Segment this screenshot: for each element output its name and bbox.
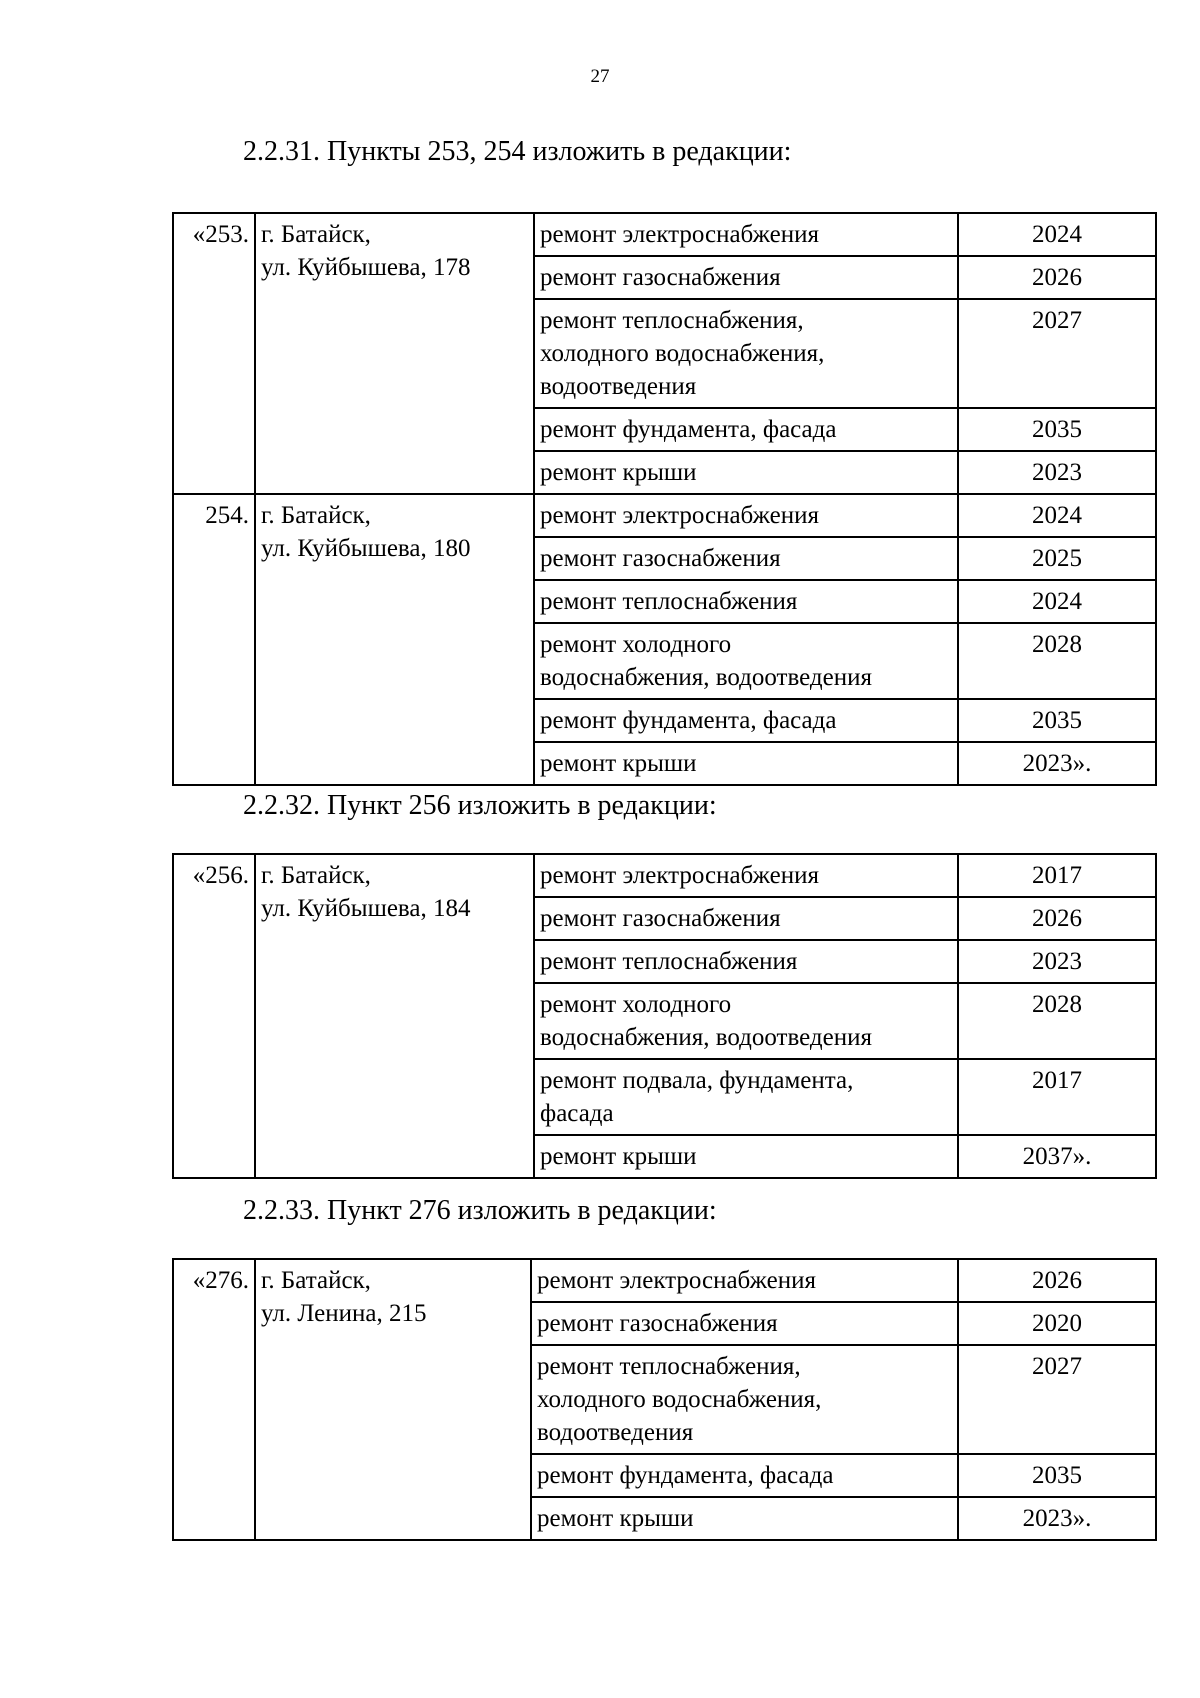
work-type: ремонт газоснабжения (531, 1302, 958, 1345)
year: 2026 (958, 256, 1156, 299)
year: 2035 (958, 699, 1156, 742)
table-section-1 (172, 212, 1157, 786)
year: 2024 (958, 494, 1156, 537)
section-heading-2-2-32: 2.2.32. Пункт 256 изложить в редакции: (243, 790, 717, 821)
address-street: ул. Куйбышева, 178 (261, 254, 471, 281)
address-street: ул. Ленина, 215 (261, 1300, 427, 1327)
item-number: «276. (173, 1259, 255, 1540)
table-row (173, 1259, 1156, 1302)
work-type: ремонт электроснабжения (534, 213, 958, 256)
year: 2017 (958, 1059, 1156, 1135)
work-type: ремонт крыши (531, 1497, 958, 1540)
address-city: г. Батайск, (261, 221, 371, 248)
work-type: ремонт крыши (534, 451, 958, 494)
address-street: ул. Куйбышева, 184 (261, 895, 471, 922)
item-number: 254. (173, 494, 255, 785)
address-street: ул. Куйбышева, 180 (261, 535, 471, 562)
year: 2035 (958, 408, 1156, 451)
year: 2017 (958, 854, 1156, 897)
work-type: ремонт электроснабжения (534, 494, 958, 537)
work-type: ремонт газоснабжения (534, 897, 958, 940)
page-number: 27 (590, 66, 610, 87)
year: 2020 (958, 1302, 1156, 1345)
year: 2024 (958, 213, 1156, 256)
address-cell (255, 854, 534, 1178)
work-type: ремонт фундамента, фасада (534, 408, 958, 451)
work-type: ремонт холодного водоснабжения, водоотведения (534, 983, 958, 1059)
year: 2026 (958, 1259, 1156, 1302)
section-heading-2-2-31: 2.2.31. Пункты 253, 254 изложить в редакции: (243, 136, 792, 167)
item-number: «253. (173, 213, 255, 494)
year: 2025 (958, 537, 1156, 580)
table-section-2 (172, 853, 1157, 1179)
year: 2027 (958, 299, 1156, 408)
work-type: ремонт газоснабжения (534, 537, 958, 580)
work-type: ремонт теплоснабжения, холодного водоснабжения, водоотведения (531, 1345, 958, 1454)
work-type: ремонт крыши (534, 1135, 958, 1178)
year: 2037». (958, 1135, 1156, 1178)
table-row (173, 213, 1156, 256)
address-city: г. Батайск, (261, 1267, 371, 1294)
year: 2028 (958, 983, 1156, 1059)
year: 2035 (958, 1454, 1156, 1497)
year: 2023». (958, 742, 1156, 785)
work-type: ремонт крыши (534, 742, 958, 785)
work-type: ремонт электроснабжения (531, 1259, 958, 1302)
year: 2023 (958, 940, 1156, 983)
work-type: ремонт теплоснабжения, холодного водоснабжения, водоотведения (534, 299, 958, 408)
year: 2024 (958, 580, 1156, 623)
year: 2028 (958, 623, 1156, 699)
item-number: «256. (173, 854, 255, 1178)
address-cell (255, 494, 534, 785)
table-row (173, 494, 1156, 537)
work-type: ремонт газоснабжения (534, 256, 958, 299)
section-heading-2-2-33: 2.2.33. Пункт 276 изложить в редакции: (243, 1195, 717, 1226)
year: 2026 (958, 897, 1156, 940)
work-type: ремонт подвала, фундамента, фасада (534, 1059, 958, 1135)
year: 2023». (958, 1497, 1156, 1540)
work-type: ремонт теплоснабжения (534, 940, 958, 983)
work-type: ремонт фундамента, фасада (534, 699, 958, 742)
table-section-3 (172, 1258, 1157, 1541)
work-type: ремонт фундамента, фасада (531, 1454, 958, 1497)
work-type: ремонт теплоснабжения (534, 580, 958, 623)
table-row (173, 854, 1156, 897)
address-cell (255, 1259, 531, 1540)
address-city: г. Батайск, (261, 862, 371, 889)
address-cell (255, 213, 534, 494)
year: 2027 (958, 1345, 1156, 1454)
work-type: ремонт холодного водоснабжения, водоотведения (534, 623, 958, 699)
address-city: г. Батайск, (261, 502, 371, 529)
year: 2023 (958, 451, 1156, 494)
work-type: ремонт электроснабжения (534, 854, 958, 897)
